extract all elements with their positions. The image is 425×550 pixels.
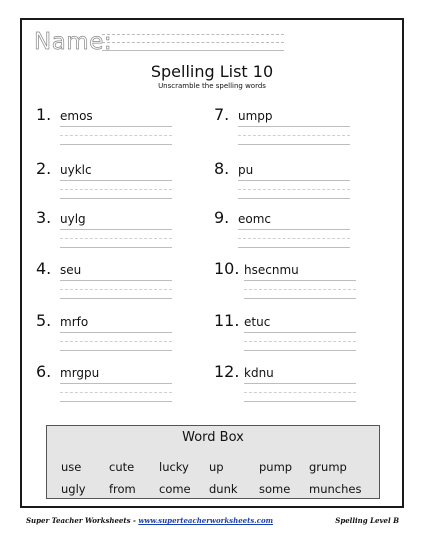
item-number: 3. — [36, 208, 52, 227]
scrambled-word: mrfo — [60, 315, 89, 329]
answer-lines[interactable] — [238, 229, 350, 255]
scrambled-word: umpp — [238, 109, 273, 123]
item-number: 9. — [214, 208, 230, 227]
answer-lines[interactable] — [60, 180, 172, 206]
item-number: 5. — [36, 311, 52, 330]
item-number: 2. — [36, 159, 52, 178]
item-number: 1. — [36, 105, 52, 124]
name-row — [34, 28, 284, 56]
scrambled-word: eomc — [238, 212, 272, 226]
word-box-word: use — [61, 460, 82, 474]
scrambled-word: emos — [60, 109, 93, 123]
answer-lines[interactable] — [60, 332, 172, 358]
answer-lines[interactable] — [244, 280, 356, 306]
spelling-item-8 — [214, 160, 374, 210]
answer-lines[interactable] — [238, 126, 350, 152]
scrambled-word: kdnu — [244, 366, 274, 380]
answer-lines[interactable] — [60, 229, 172, 255]
scrambled-word: etuc — [244, 315, 271, 329]
word-box-word: munches — [309, 482, 362, 496]
word-box — [46, 425, 380, 499]
spelling-item-3 — [36, 209, 196, 259]
word-box-word: cute — [109, 460, 135, 474]
answer-lines[interactable] — [244, 332, 356, 358]
spelling-item-12 — [214, 363, 374, 413]
word-box-word: from — [109, 482, 136, 496]
word-box-word: pump — [259, 460, 293, 474]
answer-lines[interactable] — [238, 180, 350, 206]
footer-level: Spelling Level B — [335, 516, 399, 525]
item-number: 7. — [214, 105, 230, 124]
spelling-item-11 — [214, 312, 374, 362]
name-guide-line — [102, 34, 284, 35]
scrambled-word: uyklc — [60, 163, 92, 177]
spelling-item-2 — [36, 160, 196, 210]
answer-lines[interactable] — [244, 383, 356, 409]
scrambled-word: pu — [238, 163, 254, 177]
answer-lines[interactable] — [60, 126, 172, 152]
word-box-word: ugly — [61, 482, 86, 496]
spelling-item-5 — [36, 312, 196, 362]
scrambled-word: uylg — [60, 212, 86, 226]
word-box-word: come — [159, 482, 191, 496]
item-number: 11. — [214, 311, 240, 330]
word-box-word: dunk — [209, 482, 238, 496]
word-box-word: lucky — [159, 460, 189, 474]
item-number: 8. — [214, 159, 230, 178]
answer-lines[interactable] — [60, 383, 172, 409]
name-guide-line — [102, 42, 284, 43]
spelling-item-6 — [36, 363, 196, 413]
page-subtitle: Unscramble the spelling words — [158, 82, 266, 90]
word-box-word: some — [259, 482, 291, 496]
page-title: Spelling List 10 — [150, 62, 274, 81]
footer-credit-text: Super Teacher Worksheets - — [26, 516, 139, 525]
word-box-word: grump — [309, 460, 347, 474]
name-label: Name: — [34, 29, 113, 55]
answer-lines[interactable] — [60, 280, 172, 306]
item-number: 6. — [36, 362, 52, 381]
item-number: 12. — [214, 362, 240, 381]
scrambled-word: mrgpu — [60, 366, 100, 380]
word-box-word: up — [209, 460, 224, 474]
footer-credit — [26, 516, 273, 525]
spelling-item-1 — [36, 106, 196, 156]
scrambled-word: seu — [60, 263, 82, 277]
spelling-item-4 — [36, 260, 196, 310]
footer-link[interactable]: www.superteacherworksheets.com — [138, 516, 274, 525]
scrambled-word: hsecnmu — [244, 263, 299, 277]
item-number: 10. — [214, 259, 240, 278]
item-number: 4. — [36, 259, 52, 278]
spelling-item-10 — [214, 260, 374, 310]
spelling-item-7 — [214, 106, 374, 156]
name-write-line[interactable] — [102, 50, 284, 51]
word-box-title: Word Box — [182, 430, 244, 445]
worksheet-border — [20, 18, 404, 508]
spelling-item-9 — [214, 209, 374, 259]
